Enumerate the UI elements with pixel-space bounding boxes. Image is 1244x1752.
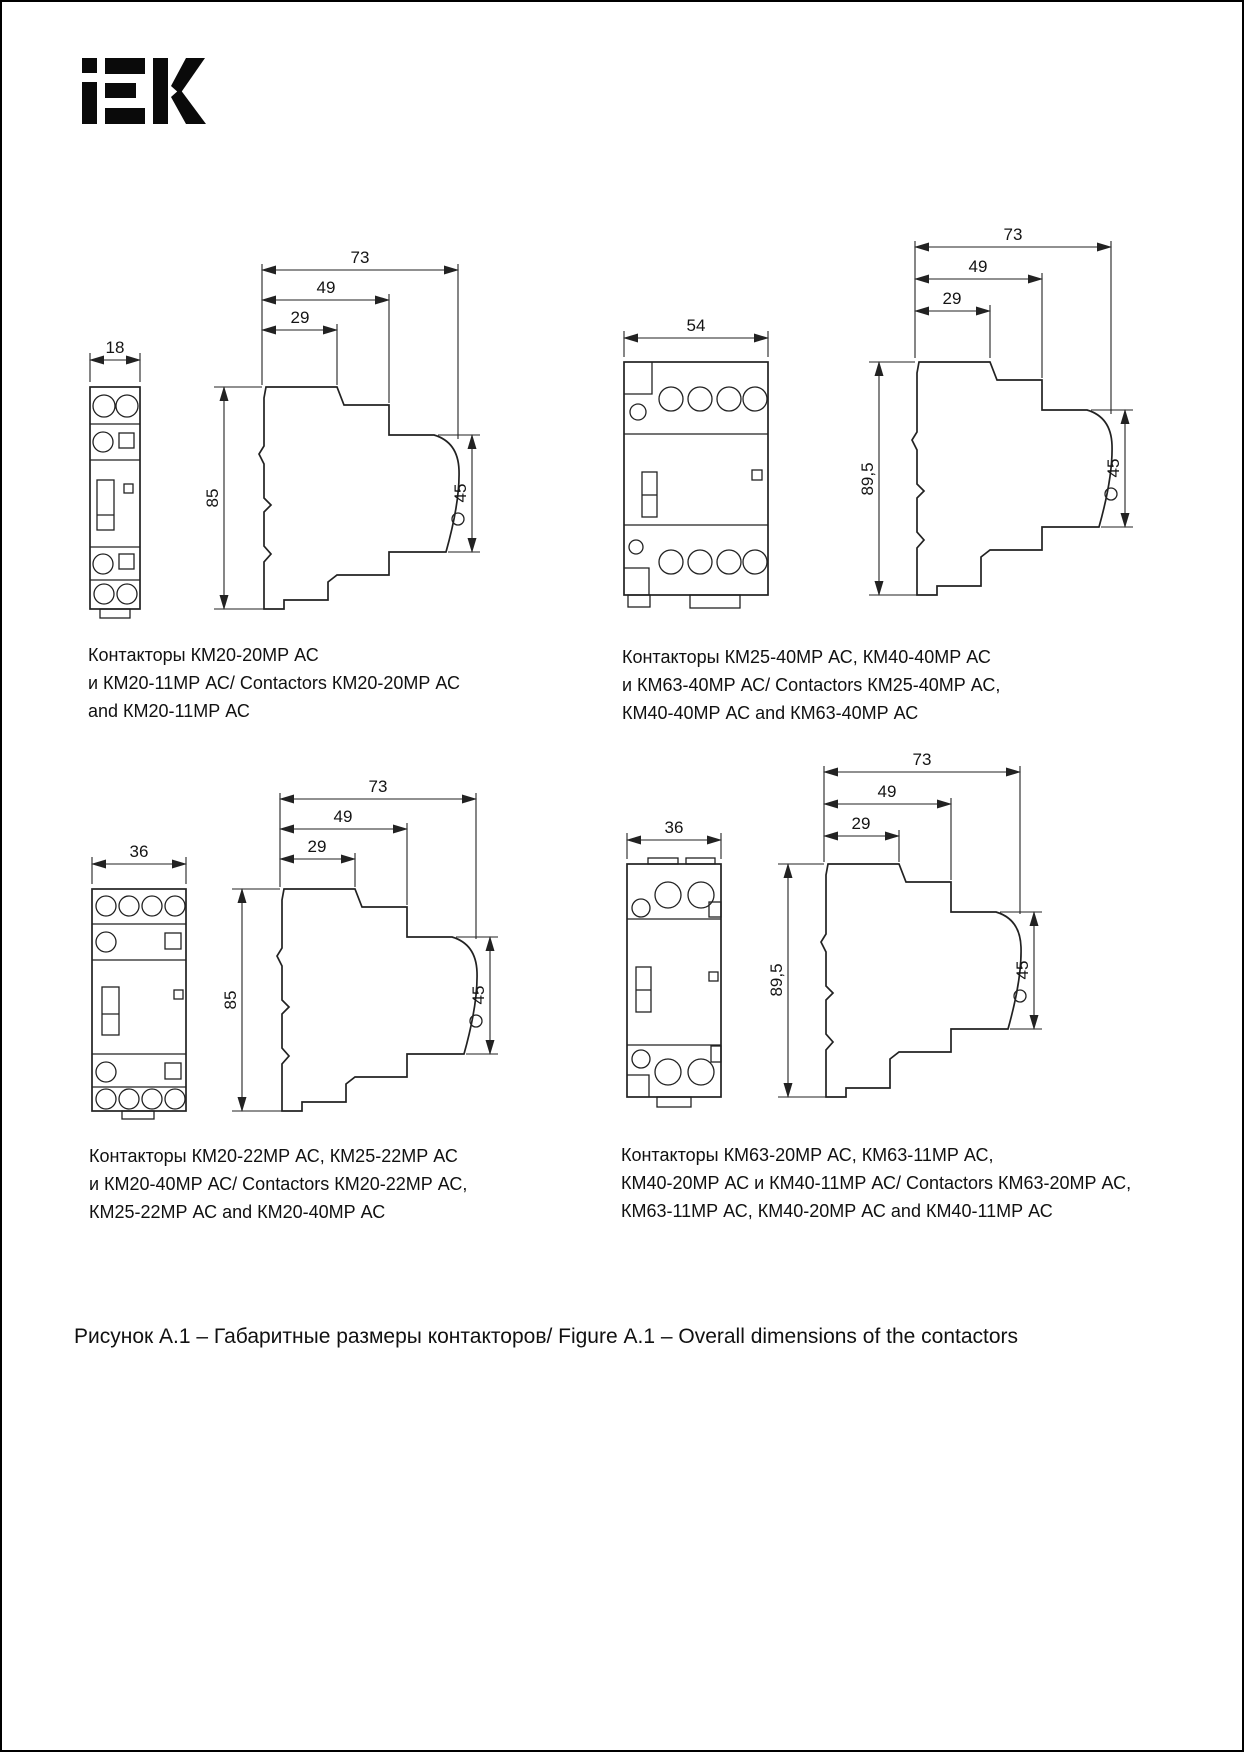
panel-1-caption (88, 641, 460, 725)
panel-2-side-view (912, 362, 1117, 595)
caption-line: Контакторы КМ20-22МР АС, КМ25-22МР АС (89, 1146, 458, 1166)
dim-width: 36 (664, 818, 684, 837)
panel-3-drawing (92, 777, 498, 1119)
caption-line: КМ25-22МР АС and КМ20-40МР АС (89, 1202, 386, 1222)
dim-depth-49: 49 (333, 807, 353, 826)
dim-depth-29: 29 (307, 837, 327, 856)
dimension-drawings (2, 2, 1242, 1750)
caption-line: Контакторы КМ20-20МР АС (88, 645, 319, 665)
dim-depth-73: 73 (912, 750, 932, 769)
dim-depth-29: 29 (942, 289, 962, 308)
dim-depth-49: 49 (968, 257, 988, 276)
caption-line: КМ63-11МР АС, КМ40-20МР АС and КМ40-11МР АС (621, 1201, 1053, 1221)
dim-depth-49: 49 (316, 278, 336, 297)
dim-front-height: 45 (451, 483, 470, 503)
panel-1-front-view (90, 387, 140, 618)
dim-front-height: 45 (1013, 960, 1032, 980)
panel-4-drawing (627, 750, 1042, 1107)
dim-width: 18 (105, 338, 125, 357)
dim-depth-29: 29 (290, 308, 310, 327)
caption-line: Контакторы КМ25-40МР АС, КМ40-40МР АС (622, 647, 991, 667)
dim-height: 85 (221, 990, 240, 1010)
dim-width: 54 (686, 316, 706, 335)
dim-height: 89,5 (858, 462, 877, 496)
dim-front-height: 45 (469, 985, 488, 1005)
panel-3-front-view (92, 889, 186, 1119)
caption-line: и КМ63-40МР АС/ Contactors КМ25-40МР АС, (622, 675, 1001, 695)
panel-1-dimensions (90, 248, 480, 609)
panel-3-caption (89, 1142, 467, 1226)
panel-2-drawing (624, 225, 1133, 608)
caption-line: Контакторы КМ63-20МР АС, КМ63-11МР АС, (621, 1145, 994, 1165)
dim-depth-29: 29 (851, 814, 871, 833)
panel-1-drawing (90, 248, 480, 618)
panel-2-front-view (624, 362, 768, 608)
dim-width: 36 (129, 842, 149, 861)
dim-depth-73: 73 (368, 777, 388, 796)
dim-height: 85 (203, 488, 222, 508)
caption-line: КМ40-20МР АС и КМ40-11МР АС/ Contactors КМ63-20МР АС, (621, 1173, 1132, 1193)
panel-4-front-view (627, 858, 721, 1107)
panel-4-caption (621, 1141, 1131, 1225)
panel-1-side-view (259, 387, 464, 609)
panel-3-dimensions (92, 777, 498, 1111)
dim-height: 89,5 (767, 963, 786, 997)
caption-line: and КМ20-11МР АС (88, 701, 250, 721)
caption-line: и КМ20-40МР АС/ Contactors КМ20-22МР АС, (89, 1174, 468, 1194)
dim-depth-49: 49 (877, 782, 897, 801)
caption-line: КМ40-40МР АС and КМ63-40МР АС (622, 703, 919, 723)
dim-depth-73: 73 (1003, 225, 1023, 244)
figure-caption: Рисунок А.1 – Габаритные размеры контакторов/ Figure А.1 – Overall dimensions of the contactors (74, 1325, 1019, 1348)
dim-depth-73: 73 (350, 248, 370, 267)
panel-4-side-view (821, 864, 1026, 1097)
panel-2-caption (622, 643, 1000, 727)
dim-front-height: 45 (1104, 458, 1123, 478)
caption-line: и КМ20-11МР АС/ Contactors КМ20-20МР АС (88, 673, 461, 693)
panel-3-side-view (277, 889, 482, 1111)
